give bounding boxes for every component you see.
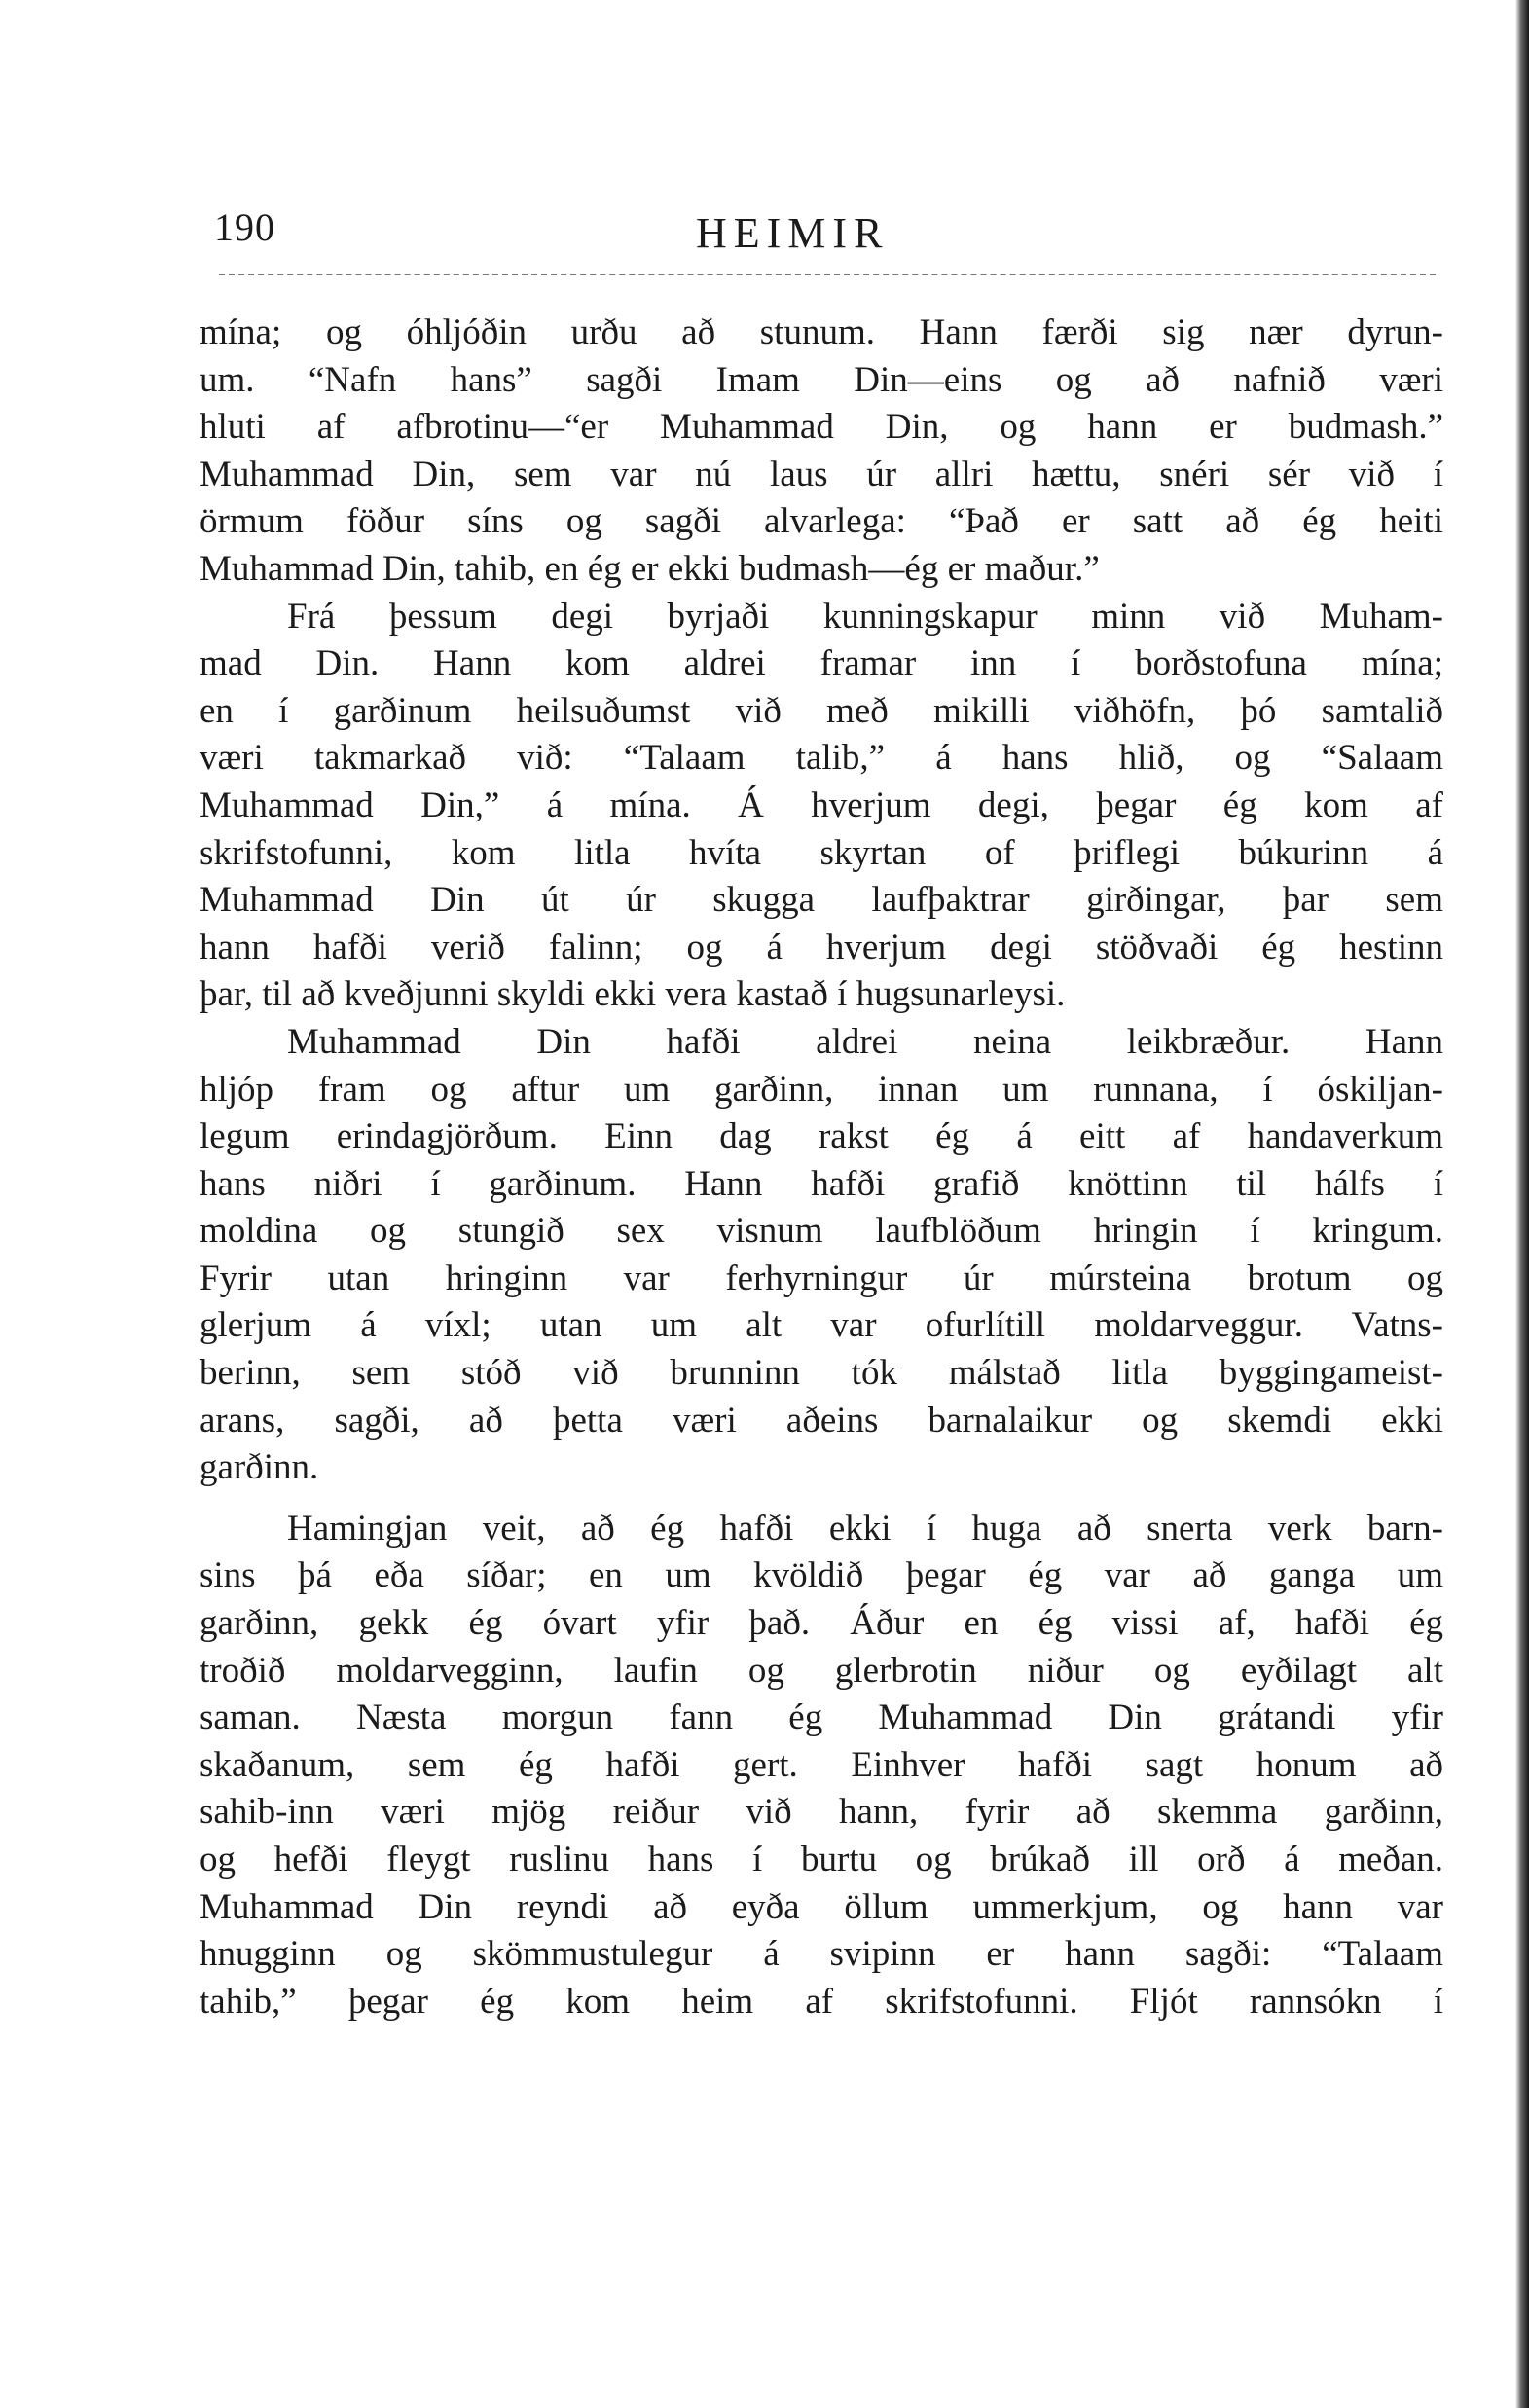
text-line: saman. Næsta morgun fann ég Muhammad Din grátandi yfir [200, 1697, 1443, 1738]
text-line: glerjum á víxl; utan um alt var ofurlítill moldarveggur. Vatns- [200, 1305, 1443, 1346]
text-line: mad Din. Hann kom aldrei framar inn í borðstofuna mína; [200, 643, 1443, 684]
text-line: berinn, sem stóð við brunninn tók málstað litla byggingameist- [200, 1353, 1443, 1394]
text-line: Hamingjan veit, að ég hafði ekki í huga að snerta verk barn- [287, 1508, 1443, 1549]
page-header [195, 201, 1460, 269]
text-line: sahib-inn væri mjög reiður við hann, fyrir að skemma garðinn, [200, 1792, 1443, 1833]
text-line: Muhammad Din, sem var nú laus úr allri hættu, snéri sér við í [200, 454, 1443, 494]
page-number: 190 [214, 205, 275, 249]
text-line: troðið moldarvegginn, laufin og glerbrotin niður og eyðilagt alt [200, 1650, 1443, 1691]
text-line: legum erindagjörðum. Einn dag rakst ég á eitt af handaverkum [200, 1116, 1443, 1157]
text-line: Frá þessum degi byrjaði kunningskapur minn við Muham- [287, 596, 1443, 637]
running-title: HEIMIR [696, 209, 890, 257]
text-line: Muhammad Din út úr skugga laufþaktrar girðingar, þar sem [200, 880, 1443, 921]
page-binding-edge [1515, 0, 1529, 2408]
text-line: hans niðri í garðinum. Hann hafði grafið knöttinn til hálfs í [200, 1163, 1443, 1204]
paragraph [200, 1019, 1443, 1492]
text-line: um. “Nafn hans” sagði Imam Din—eins og að nafnið væri [200, 359, 1443, 400]
text-line: garðinn, gekk ég óvart yfir það. Áður en ég vissi af, hafði ég [200, 1603, 1443, 1644]
text-line: hluti af afbrotinu—“er Muhammad Din, og hann er budmash.” [200, 407, 1443, 448]
text-line: örmum föður síns og sagði alvarlega: “Það er satt að ég heiti [200, 501, 1443, 542]
text-line: moldina og stungið sex visnum laufblöðum hringin í kringum. [200, 1211, 1443, 1252]
text-line: Muhammad Din hafði aldrei neina leikbræður. Hann [287, 1021, 1443, 1062]
paragraph-gap [200, 1492, 1443, 1506]
text-line: garðinn. [200, 1447, 319, 1488]
text-line: hljóp fram og aftur um garðinn, innan um runnana, í óskiljan- [200, 1069, 1443, 1110]
text-line: hann hafði verið falinn; og á hverjum degi stöðvaði ég hestinn [200, 927, 1443, 967]
text-line: mína; og óhljóðin urðu að stunum. Hann færði sig nær dyrun- [200, 312, 1443, 352]
text-line: þar, til að kveðjunni skyldi ekki vera kastað í hugsunarleysi. [200, 974, 1066, 1015]
text-line: skrifstofunni, kom litla hvíta skyrtan of þriflegi búkurinn á [200, 832, 1443, 873]
paragraph [200, 310, 1443, 594]
text-line: væri takmarkað við: “Talaam talib,” á hans hlið, og “Salaam [200, 738, 1443, 779]
text-line: sins þá eða síðar; en um kvöldið þegar ég var að ganga um [200, 1555, 1443, 1596]
text-line: skaðanum, sem ég hafði gert. Einhver hafði sagt honum að [200, 1744, 1443, 1785]
header-rule [219, 274, 1436, 275]
text-line: Muhammad Din, tahib, en ég er ekki budmash—ég er maður.” [200, 548, 1100, 589]
text-line: tahib,” þegar ég kom heim af skrifstofunni. Fljót rannsókn í [200, 1981, 1443, 2022]
text-line: arans, sagði, að þetta væri aðeins barnalaikur og skemdi ekki [200, 1400, 1443, 1441]
paragraph [200, 594, 1443, 1019]
text-line: Muhammad Din reyndi að eyða öllum ummerkjum, og hann var [200, 1886, 1443, 1927]
text-body [200, 310, 1443, 2025]
text-line: en í garðinum heilsuðumst við með mikilli viðhöfn, þó samtalið [200, 690, 1443, 731]
text-line: Muhammad Din,” á mína. Á hverjum degi, þegar ég kom af [200, 784, 1443, 825]
text-line: Fyrir utan hringinn var ferhyrningur úr múrsteina brotum og [200, 1258, 1443, 1298]
paragraph [200, 1506, 1443, 2026]
text-line: hnugginn og skömmustulegur á svipinn er hann sagði: “Talaam [200, 1934, 1443, 1975]
text-line: og hefði fleygt ruslinu hans í burtu og brúkað ill orð á meðan. [200, 1840, 1443, 1879]
